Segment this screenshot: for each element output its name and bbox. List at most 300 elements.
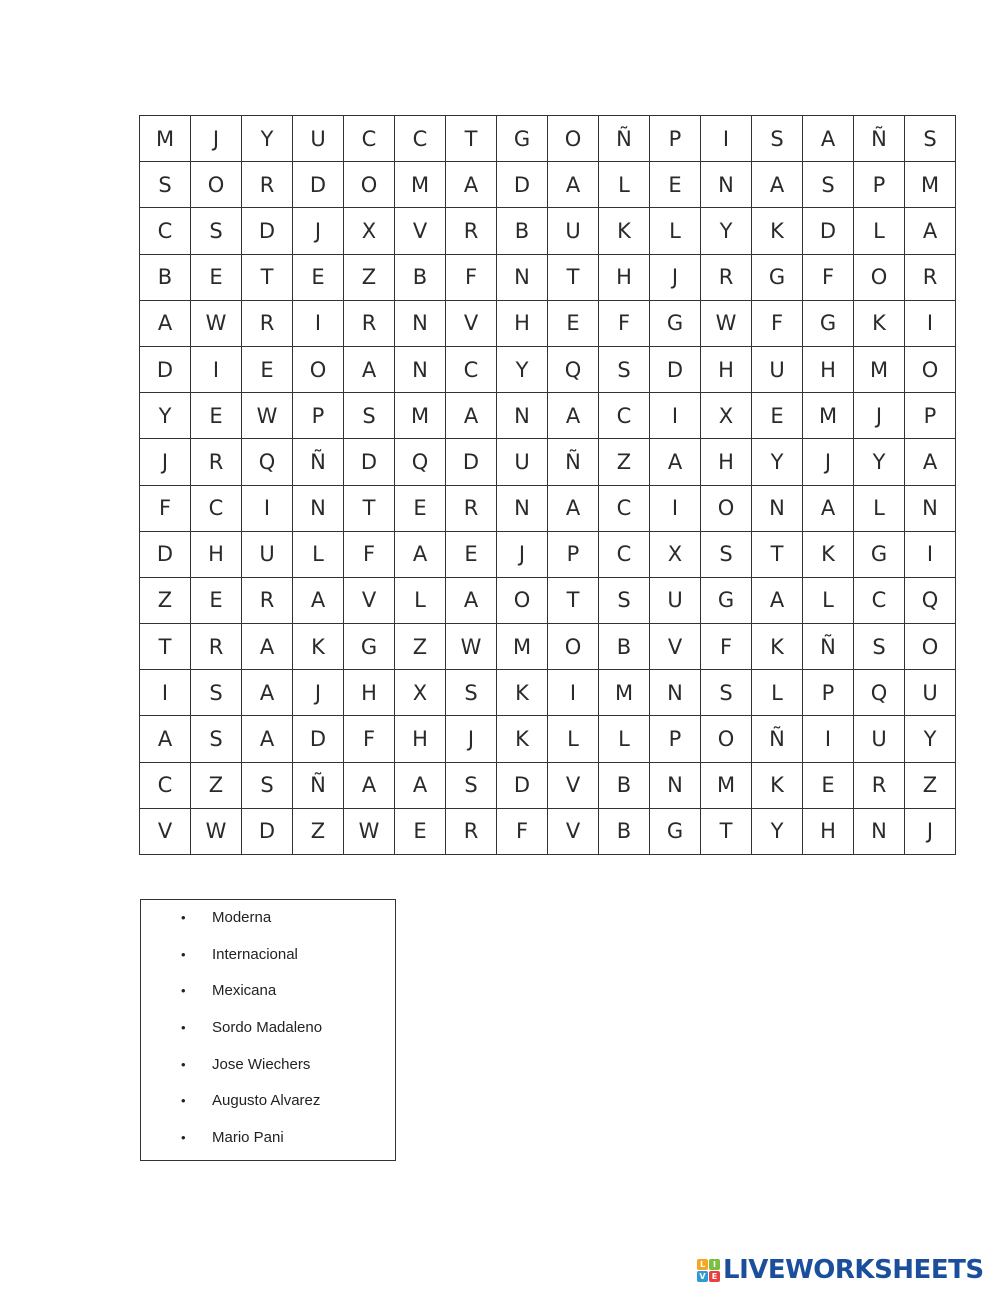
- grid-cell[interactable]: J: [650, 254, 701, 300]
- grid-row: [140, 531, 956, 577]
- grid-cell[interactable]: T: [548, 577, 599, 623]
- grid-cell[interactable]: T: [548, 254, 599, 300]
- grid-cell[interactable]: K: [752, 624, 803, 670]
- grid-cell[interactable]: N: [293, 485, 344, 531]
- word-list-box: [140, 899, 396, 1161]
- grid-cell[interactable]: O: [344, 162, 395, 208]
- grid-cell[interactable]: S: [854, 624, 905, 670]
- grid-cell[interactable]: S: [701, 670, 752, 716]
- grid-cell[interactable]: R: [242, 577, 293, 623]
- grid-cell[interactable]: W: [242, 393, 293, 439]
- grid-cell[interactable]: P: [650, 716, 701, 762]
- grid-cell[interactable]: A: [752, 577, 803, 623]
- grid-cell[interactable]: S: [752, 116, 803, 162]
- grid-cell[interactable]: H: [701, 439, 752, 485]
- word-list-word: Sordo Madaleno: [212, 1019, 323, 1037]
- grid-cell[interactable]: L: [854, 208, 905, 254]
- grid-cell[interactable]: V: [650, 624, 701, 670]
- grid-cell[interactable]: Ñ: [293, 439, 344, 485]
- word-list-word: Mario Pani: [212, 1129, 284, 1147]
- grid-cell[interactable]: D: [140, 346, 191, 392]
- grid-cell[interactable]: I: [701, 116, 752, 162]
- grid-cell[interactable]: H: [191, 531, 242, 577]
- grid-cell[interactable]: E: [395, 808, 446, 854]
- grid-cell[interactable]: O: [191, 162, 242, 208]
- grid-cell[interactable]: A: [803, 116, 854, 162]
- grid-cell[interactable]: T: [344, 485, 395, 531]
- grid-cell[interactable]: G: [497, 116, 548, 162]
- grid-cell[interactable]: A: [140, 300, 191, 346]
- grid-cell[interactable]: J: [293, 670, 344, 716]
- grid-cell[interactable]: H: [599, 254, 650, 300]
- grid-cell[interactable]: C: [395, 116, 446, 162]
- grid-cell[interactable]: C: [599, 531, 650, 577]
- grid-cell[interactable]: R: [905, 254, 956, 300]
- grid-cell[interactable]: V: [395, 208, 446, 254]
- grid-cell[interactable]: P: [803, 670, 854, 716]
- grid-cell[interactable]: C: [140, 762, 191, 808]
- grid-cell[interactable]: B: [497, 208, 548, 254]
- grid-cell[interactable]: U: [242, 531, 293, 577]
- grid-cell[interactable]: P: [854, 162, 905, 208]
- grid-cell[interactable]: S: [701, 531, 752, 577]
- grid-cell[interactable]: O: [548, 116, 599, 162]
- grid-cell[interactable]: R: [854, 762, 905, 808]
- grid-cell[interactable]: S: [191, 670, 242, 716]
- grid-cell[interactable]: L: [803, 577, 854, 623]
- grid-cell[interactable]: M: [497, 624, 548, 670]
- grid-cell[interactable]: A: [242, 624, 293, 670]
- grid-cell[interactable]: V: [446, 300, 497, 346]
- grid-cell[interactable]: A: [344, 346, 395, 392]
- grid-cell[interactable]: E: [548, 300, 599, 346]
- grid-cell[interactable]: F: [701, 624, 752, 670]
- grid-cell[interactable]: G: [650, 300, 701, 346]
- grid-cell[interactable]: N: [395, 346, 446, 392]
- grid-cell[interactable]: R: [191, 439, 242, 485]
- grid-cell[interactable]: X: [395, 670, 446, 716]
- grid-cell[interactable]: Ñ: [854, 116, 905, 162]
- grid-cell[interactable]: O: [701, 716, 752, 762]
- grid-row: [140, 624, 956, 670]
- grid-row: [140, 162, 956, 208]
- grid-cell[interactable]: E: [803, 762, 854, 808]
- grid-cell[interactable]: R: [446, 208, 497, 254]
- grid-cell[interactable]: C: [344, 116, 395, 162]
- grid-cell[interactable]: I: [242, 485, 293, 531]
- bullet-icon: •: [181, 1093, 186, 1109]
- grid-cell[interactable]: A: [446, 393, 497, 439]
- grid-cell[interactable]: F: [803, 254, 854, 300]
- grid-cell[interactable]: K: [599, 208, 650, 254]
- grid-cell[interactable]: Y: [854, 439, 905, 485]
- grid-cell[interactable]: H: [803, 346, 854, 392]
- grid-cell[interactable]: L: [293, 531, 344, 577]
- grid-cell[interactable]: E: [446, 531, 497, 577]
- grid-cell[interactable]: S: [905, 116, 956, 162]
- grid-cell[interactable]: U: [854, 716, 905, 762]
- grid-cell[interactable]: V: [140, 808, 191, 854]
- grid-row: [140, 670, 956, 716]
- grid-cell[interactable]: B: [599, 624, 650, 670]
- grid-cell[interactable]: X: [344, 208, 395, 254]
- grid-cell[interactable]: C: [140, 208, 191, 254]
- grid-cell[interactable]: R: [344, 300, 395, 346]
- grid-cell[interactable]: I: [905, 531, 956, 577]
- grid-cell[interactable]: A: [650, 439, 701, 485]
- grid-cell[interactable]: N: [395, 300, 446, 346]
- grid-cell[interactable]: I: [548, 670, 599, 716]
- grid-cell[interactable]: V: [548, 762, 599, 808]
- grid-cell[interactable]: A: [803, 485, 854, 531]
- grid-cell[interactable]: G: [344, 624, 395, 670]
- grid-cell[interactable]: H: [803, 808, 854, 854]
- grid-cell[interactable]: O: [854, 254, 905, 300]
- grid-cell[interactable]: C: [599, 393, 650, 439]
- grid-cell[interactable]: N: [650, 762, 701, 808]
- grid-cell[interactable]: G: [803, 300, 854, 346]
- grid-cell[interactable]: S: [446, 762, 497, 808]
- word-list-item: [141, 981, 395, 1018]
- grid-cell[interactable]: A: [140, 716, 191, 762]
- grid-cell[interactable]: P: [293, 393, 344, 439]
- grid-cell[interactable]: M: [803, 393, 854, 439]
- grid-cell[interactable]: G: [752, 254, 803, 300]
- grid-cell[interactable]: Q: [905, 577, 956, 623]
- grid-cell[interactable]: P: [548, 531, 599, 577]
- grid-cell[interactable]: S: [803, 162, 854, 208]
- grid-cell[interactable]: V: [344, 577, 395, 623]
- grid-cell[interactable]: A: [905, 439, 956, 485]
- grid-cell[interactable]: E: [191, 393, 242, 439]
- grid-cell[interactable]: K: [497, 670, 548, 716]
- grid-cell[interactable]: M: [854, 346, 905, 392]
- word-list-item: [141, 1018, 395, 1055]
- grid-cell[interactable]: P: [650, 116, 701, 162]
- grid-cell[interactable]: F: [446, 254, 497, 300]
- grid-cell[interactable]: F: [599, 300, 650, 346]
- grid-cell[interactable]: O: [905, 624, 956, 670]
- grid-cell[interactable]: M: [395, 393, 446, 439]
- grid-cell[interactable]: W: [701, 300, 752, 346]
- grid-cell[interactable]: L: [650, 208, 701, 254]
- grid-cell[interactable]: A: [548, 393, 599, 439]
- grid-cell[interactable]: L: [599, 162, 650, 208]
- word-search-grid-body: [140, 116, 956, 855]
- grid-cell[interactable]: A: [395, 531, 446, 577]
- grid-cell[interactable]: M: [701, 762, 752, 808]
- grid-cell[interactable]: M: [140, 116, 191, 162]
- bullet-icon: •: [181, 946, 186, 962]
- grid-cell[interactable]: N: [650, 670, 701, 716]
- grid-cell[interactable]: X: [650, 531, 701, 577]
- grid-row: [140, 116, 956, 162]
- grid-cell[interactable]: Z: [293, 808, 344, 854]
- grid-cell[interactable]: I: [650, 393, 701, 439]
- grid-cell[interactable]: J: [803, 439, 854, 485]
- grid-cell[interactable]: K: [854, 300, 905, 346]
- word-list: [141, 900, 395, 1165]
- grid-cell[interactable]: J: [191, 116, 242, 162]
- grid-cell[interactable]: D: [242, 208, 293, 254]
- word-list-word: Augusto Alvarez: [212, 1092, 321, 1110]
- word-list-word: Mexicana: [212, 982, 277, 1000]
- grid-cell[interactable]: L: [548, 716, 599, 762]
- grid-cell[interactable]: S: [599, 346, 650, 392]
- logo-block: V: [697, 1271, 708, 1282]
- grid-cell[interactable]: D: [803, 208, 854, 254]
- grid-cell[interactable]: A: [752, 162, 803, 208]
- grid-cell[interactable]: S: [191, 716, 242, 762]
- grid-cell[interactable]: W: [191, 808, 242, 854]
- grid-cell[interactable]: H: [344, 670, 395, 716]
- bullet-icon: •: [181, 1130, 186, 1146]
- grid-cell[interactable]: K: [752, 762, 803, 808]
- grid-cell[interactable]: S: [191, 208, 242, 254]
- grid-cell[interactable]: Q: [242, 439, 293, 485]
- grid-cell[interactable]: D: [446, 439, 497, 485]
- grid-cell[interactable]: O: [548, 624, 599, 670]
- grid-cell[interactable]: V: [548, 808, 599, 854]
- grid-cell[interactable]: S: [446, 670, 497, 716]
- grid-cell[interactable]: U: [548, 208, 599, 254]
- grid-cell[interactable]: R: [446, 808, 497, 854]
- grid-row: [140, 346, 956, 392]
- grid-cell[interactable]: N: [497, 254, 548, 300]
- grid-cell[interactable]: N: [497, 485, 548, 531]
- grid-cell[interactable]: N: [497, 393, 548, 439]
- grid-cell[interactable]: U: [650, 577, 701, 623]
- grid-cell[interactable]: B: [599, 808, 650, 854]
- grid-cell[interactable]: D: [497, 162, 548, 208]
- grid-row: [140, 485, 956, 531]
- grid-cell[interactable]: D: [140, 531, 191, 577]
- logo-block: I: [709, 1259, 720, 1270]
- grid-cell[interactable]: Y: [752, 439, 803, 485]
- word-search-grid: [139, 115, 956, 855]
- grid-row: [140, 808, 956, 854]
- grid-cell[interactable]: M: [599, 670, 650, 716]
- grid-cell[interactable]: Z: [191, 762, 242, 808]
- grid-cell[interactable]: A: [548, 485, 599, 531]
- grid-cell[interactable]: B: [599, 762, 650, 808]
- grid-cell[interactable]: T: [140, 624, 191, 670]
- grid-cell[interactable]: F: [752, 300, 803, 346]
- grid-cell[interactable]: E: [752, 393, 803, 439]
- grid-cell[interactable]: Y: [242, 116, 293, 162]
- grid-cell[interactable]: R: [701, 254, 752, 300]
- grid-cell[interactable]: E: [191, 577, 242, 623]
- grid-cell[interactable]: F: [344, 716, 395, 762]
- grid-cell[interactable]: C: [191, 485, 242, 531]
- grid-cell[interactable]: J: [293, 208, 344, 254]
- grid-cell[interactable]: Y: [701, 208, 752, 254]
- word-list-item: [141, 1128, 395, 1165]
- grid-cell[interactable]: Y: [752, 808, 803, 854]
- grid-cell[interactable]: M: [905, 162, 956, 208]
- grid-cell[interactable]: W: [446, 624, 497, 670]
- grid-cell[interactable]: D: [242, 808, 293, 854]
- word-list-item: [141, 1055, 395, 1092]
- grid-cell[interactable]: M: [395, 162, 446, 208]
- grid-cell[interactable]: J: [446, 716, 497, 762]
- grid-cell[interactable]: K: [803, 531, 854, 577]
- grid-cell[interactable]: T: [242, 254, 293, 300]
- word-list-item: [141, 945, 395, 982]
- grid-cell[interactable]: D: [293, 162, 344, 208]
- logo-block: E: [709, 1271, 720, 1282]
- grid-cell[interactable]: R: [242, 300, 293, 346]
- grid-cell[interactable]: L: [854, 485, 905, 531]
- grid-cell[interactable]: E: [395, 485, 446, 531]
- grid-cell[interactable]: D: [344, 439, 395, 485]
- grid-cell[interactable]: Z: [395, 624, 446, 670]
- grid-cell[interactable]: C: [599, 485, 650, 531]
- grid-cell[interactable]: J: [854, 393, 905, 439]
- grid-cell[interactable]: B: [140, 254, 191, 300]
- grid-cell[interactable]: Ñ: [293, 762, 344, 808]
- grid-cell[interactable]: D: [497, 762, 548, 808]
- grid-row: [140, 254, 956, 300]
- grid-cell[interactable]: F: [497, 808, 548, 854]
- grid-cell[interactable]: Y: [497, 346, 548, 392]
- grid-cell[interactable]: S: [599, 577, 650, 623]
- grid-cell[interactable]: S: [242, 762, 293, 808]
- grid-cell[interactable]: I: [905, 300, 956, 346]
- grid-cell[interactable]: D: [650, 346, 701, 392]
- grid-cell[interactable]: T: [752, 531, 803, 577]
- grid-cell[interactable]: Q: [395, 439, 446, 485]
- grid-cell[interactable]: E: [293, 254, 344, 300]
- logo-text: LIVEWORKSHEETS: [723, 1255, 984, 1285]
- grid-cell[interactable]: R: [242, 162, 293, 208]
- grid-cell[interactable]: L: [599, 716, 650, 762]
- grid-cell[interactable]: I: [803, 716, 854, 762]
- grid-cell[interactable]: L: [395, 577, 446, 623]
- grid-cell[interactable]: A: [242, 716, 293, 762]
- grid-cell[interactable]: T: [701, 808, 752, 854]
- grid-cell[interactable]: S: [140, 162, 191, 208]
- grid-cell[interactable]: A: [905, 208, 956, 254]
- grid-cell[interactable]: K: [752, 208, 803, 254]
- grid-cell[interactable]: G: [701, 577, 752, 623]
- grid-row: [140, 762, 956, 808]
- grid-cell[interactable]: D: [293, 716, 344, 762]
- grid-cell[interactable]: E: [191, 254, 242, 300]
- grid-row: [140, 393, 956, 439]
- grid-cell[interactable]: C: [854, 577, 905, 623]
- grid-cell[interactable]: X: [701, 393, 752, 439]
- grid-cell[interactable]: F: [140, 485, 191, 531]
- grid-cell[interactable]: A: [293, 577, 344, 623]
- grid-cell[interactable]: O: [701, 485, 752, 531]
- grid-cell[interactable]: Y: [140, 393, 191, 439]
- grid-cell[interactable]: Z: [344, 254, 395, 300]
- grid-cell[interactable]: E: [242, 346, 293, 392]
- grid-cell[interactable]: W: [191, 300, 242, 346]
- grid-cell[interactable]: A: [395, 762, 446, 808]
- grid-cell[interactable]: Q: [548, 346, 599, 392]
- grid-cell[interactable]: W: [344, 808, 395, 854]
- grid-cell[interactable]: Q: [854, 670, 905, 716]
- grid-cell[interactable]: H: [497, 300, 548, 346]
- grid-cell[interactable]: J: [905, 808, 956, 854]
- grid-cell[interactable]: G: [854, 531, 905, 577]
- grid-cell[interactable]: I: [650, 485, 701, 531]
- grid-cell[interactable]: S: [344, 393, 395, 439]
- grid-cell[interactable]: Y: [905, 716, 956, 762]
- grid-cell[interactable]: L: [752, 670, 803, 716]
- grid-cell[interactable]: H: [701, 346, 752, 392]
- grid-cell[interactable]: T: [446, 116, 497, 162]
- grid-cell[interactable]: Z: [905, 762, 956, 808]
- grid-cell[interactable]: E: [650, 162, 701, 208]
- logo-blocks-icon: [697, 1259, 720, 1282]
- grid-cell[interactable]: J: [140, 439, 191, 485]
- grid-cell[interactable]: A: [242, 670, 293, 716]
- grid-row: [140, 577, 956, 623]
- bullet-icon: •: [181, 983, 186, 999]
- grid-cell[interactable]: N: [854, 808, 905, 854]
- grid-cell[interactable]: J: [497, 531, 548, 577]
- grid-cell[interactable]: R: [446, 485, 497, 531]
- grid-cell[interactable]: I: [293, 300, 344, 346]
- grid-cell[interactable]: A: [344, 762, 395, 808]
- grid-cell[interactable]: A: [446, 162, 497, 208]
- grid-cell[interactable]: Z: [599, 439, 650, 485]
- word-list-word: Moderna: [212, 909, 272, 926]
- grid-row: [140, 439, 956, 485]
- grid-cell[interactable]: K: [293, 624, 344, 670]
- word-list-item: [141, 1091, 395, 1128]
- grid-cell[interactable]: I: [191, 346, 242, 392]
- grid-cell[interactable]: N: [905, 485, 956, 531]
- grid-cell[interactable]: C: [446, 346, 497, 392]
- grid-cell[interactable]: Ñ: [548, 439, 599, 485]
- grid-cell[interactable]: I: [140, 670, 191, 716]
- grid-cell[interactable]: A: [446, 577, 497, 623]
- grid-cell[interactable]: P: [905, 393, 956, 439]
- grid-row: [140, 300, 956, 346]
- grid-row: [140, 208, 956, 254]
- grid-cell[interactable]: Ñ: [803, 624, 854, 670]
- grid-cell[interactable]: O: [905, 346, 956, 392]
- grid-cell[interactable]: H: [395, 716, 446, 762]
- grid-cell[interactable]: N: [752, 485, 803, 531]
- grid-cell[interactable]: U: [497, 439, 548, 485]
- word-list-word: Internacional: [212, 945, 298, 963]
- bullet-icon: •: [181, 1020, 186, 1036]
- bullet-icon: •: [181, 1056, 186, 1072]
- grid-cell[interactable]: Ñ: [752, 716, 803, 762]
- grid-cell[interactable]: N: [701, 162, 752, 208]
- grid-cell[interactable]: R: [191, 624, 242, 670]
- grid-cell[interactable]: O: [497, 577, 548, 623]
- bullet-icon: •: [181, 910, 186, 925]
- grid-cell[interactable]: F: [344, 531, 395, 577]
- grid-cell[interactable]: K: [497, 716, 548, 762]
- grid-cell[interactable]: G: [650, 808, 701, 854]
- grid-cell[interactable]: Z: [140, 577, 191, 623]
- grid-cell[interactable]: A: [548, 162, 599, 208]
- grid-row: [140, 716, 956, 762]
- grid-cell[interactable]: U: [293, 116, 344, 162]
- grid-cell[interactable]: U: [752, 346, 803, 392]
- grid-cell[interactable]: Ñ: [599, 116, 650, 162]
- grid-cell[interactable]: B: [395, 254, 446, 300]
- grid-cell[interactable]: O: [293, 346, 344, 392]
- grid-cell[interactable]: U: [905, 670, 956, 716]
